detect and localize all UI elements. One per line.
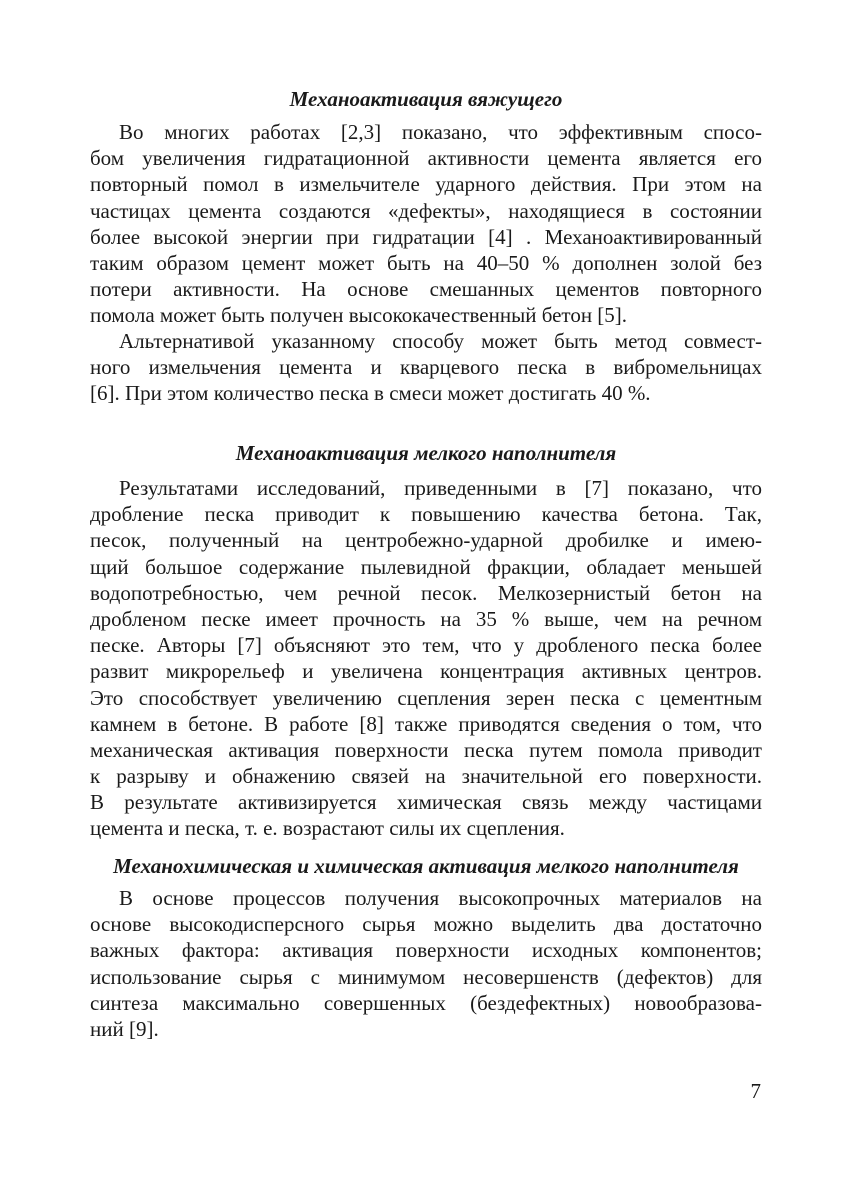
text-line: водопотребностью, чем речной песок. Мелкозернистый бетон на [90, 580, 762, 605]
text-line: Во многих работах [2,3] показано, что эффективным спосо- [119, 120, 762, 144]
section-heading: Механоактивация вяжущего [289, 87, 563, 111]
paragraph [90, 475, 762, 842]
text-line: ний [9]. [90, 1016, 159, 1041]
text-line: Это способствует увеличению сцепления зерен песка с цементным [90, 685, 762, 710]
text-line: синтеза максимально совершенных (бездефектных) новообразова- [90, 990, 762, 1015]
paragraph [90, 119, 762, 329]
paragraph [90, 328, 762, 407]
section-heading: Механоактивация мелкого наполнителя [235, 441, 617, 465]
text-line: [6]. При этом количество песка в смеси может достигать 40 %. [90, 381, 651, 406]
text-line: помола может быть получен высококачественный бетон [5]. [90, 303, 628, 328]
text-line: основе высокодисперсного сырья можно выделить два достаточно [90, 912, 762, 937]
text-line: дробление песка приводит к повышению качества бетона. Так, [90, 502, 762, 527]
text-line: Результатами исследований, приведенными в [7] показано, что [119, 476, 762, 500]
text-line: механическая активация поверхности песка путем помола приводит [90, 737, 762, 762]
text-line: дробленом песке имеет прочность на 35 % выше, чем на речном [90, 606, 762, 631]
text-line: использование сырья с минимумом несовершенств (дефектов) для [90, 964, 762, 989]
text-line: бом увеличения гидратационной активности цемента является его [90, 146, 762, 171]
text-line: В результате активизируется химическая связь между частицами [90, 790, 762, 815]
text-line: важных фактора: активация поверхности исходных компонентов; [90, 938, 762, 963]
text-line: Альтернативой указанному способу может быть метод совмест- [119, 329, 762, 353]
section-heading: Механохимическая и химическая активация мелкого наполнителя [113, 854, 739, 878]
text-line: камнем в бетоне. В работе [8] также приводятся сведения о том, что [90, 711, 762, 736]
text-line: цемента и песка, т. е. возрастают силы их сцепления. [90, 816, 565, 841]
text-line: к разрыву и обнажению связей на значительной его поверхности. [90, 764, 762, 789]
text-line: более высокой энергии при гидратации [4] . Механоактивированный [90, 224, 762, 249]
text-line: ного измельчения цемента и кварцевого песка в вибромельницах [90, 355, 762, 380]
text-line: щий большое содержание пылевидной фракции, обладает меньшей [90, 554, 762, 579]
text-line: таким образом цемент может быть на 40–50 % дополнен золой без [90, 250, 762, 275]
text-line: потери активности. На основе смешанных цементов повторного [90, 277, 762, 302]
text-line: песок, полученный на центробежно-ударной дробилке и имею- [90, 528, 762, 553]
text-line: В основе процессов получения высокопрочных материалов на [119, 886, 762, 910]
text-line: песке. Авторы [7] объясняют это тем, что у дробленого песка более [90, 633, 762, 658]
paragraph [90, 885, 762, 1042]
page-number: 7 [750, 1079, 761, 1103]
text-line: повторный помол в измельчителе ударного действия. При этом на [90, 172, 762, 197]
text-line: развит микрорельеф и увеличена концентрация активных центров. [90, 659, 762, 684]
text-line: частицах цемента создаются «дефекты», находящиеся в состоянии [90, 198, 762, 223]
